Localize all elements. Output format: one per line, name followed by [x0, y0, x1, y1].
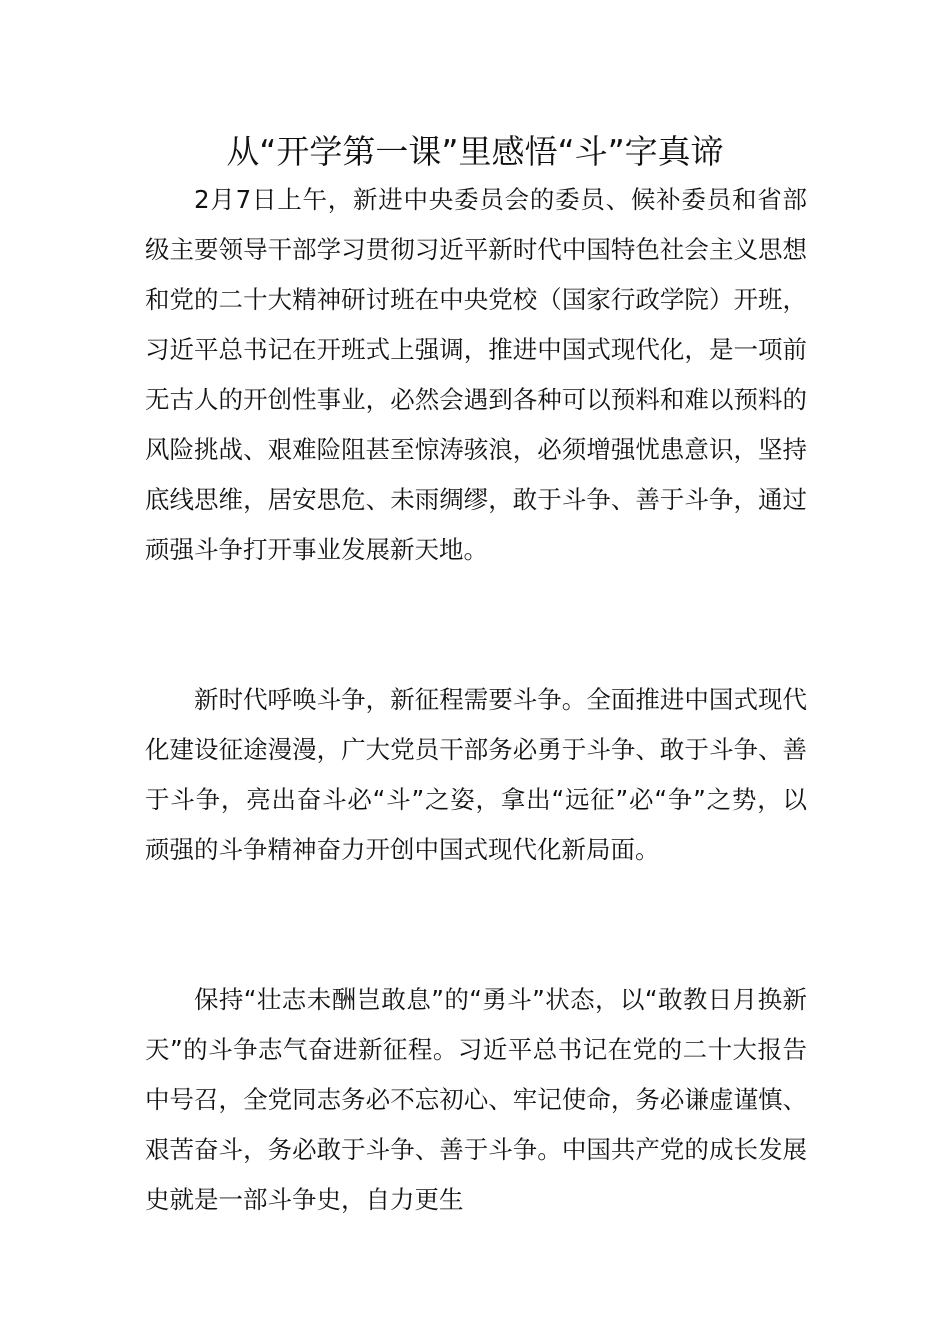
- paragraph-3: 保持“壮志未酬岂敢息”的“勇斗”状态，以“敢教日月换新天”的斗争志气奋进新征程。习近平总书记在党的二十大报告中号召，全党同志务必不忘初心、牢记使命，务必谦虚谨慎、艰苦奋斗，务必敢于斗争、善于斗争。中国共产党的成长发展史就是一部斗争史，自力更生: [145, 985, 807, 1214]
- document-title: 从“开学第一课”里感悟“斗”字真谛: [226, 132, 724, 171]
- paragraph-1: 2月7日上午，新进中央委员会的委员、候补委员和省部级主要领导干部学习贯彻习近平新时代中国特色社会主义思想和党的二十大精神研讨班在中央党校（国家行政学院）开班，习近平总书记在开班式上强调，推进中国式现代化，是一项前无古人的开创性事业，必然会遇到各种可以预料和难以预料的风险挑战、艰难险阻甚至惊涛骇浪，必须增强忧患意识，坚持底线思维，居安思危、未雨绸缪，敢于斗争、善于斗争，通过顽强斗争打开事业发展新天地。: [145, 185, 807, 564]
- paragraph-2: 新时代呼唤斗争，新征程需要斗争。全面推进中国式现代化建设征途漫漫，广大党员干部务必勇于斗争、敢于斗争、善于斗争，亮出奋斗必“斗”之姿，拿出“远征”必“争”之势，以顽强的斗争精神奋力开创中国式现代化新局面。: [145, 685, 807, 864]
